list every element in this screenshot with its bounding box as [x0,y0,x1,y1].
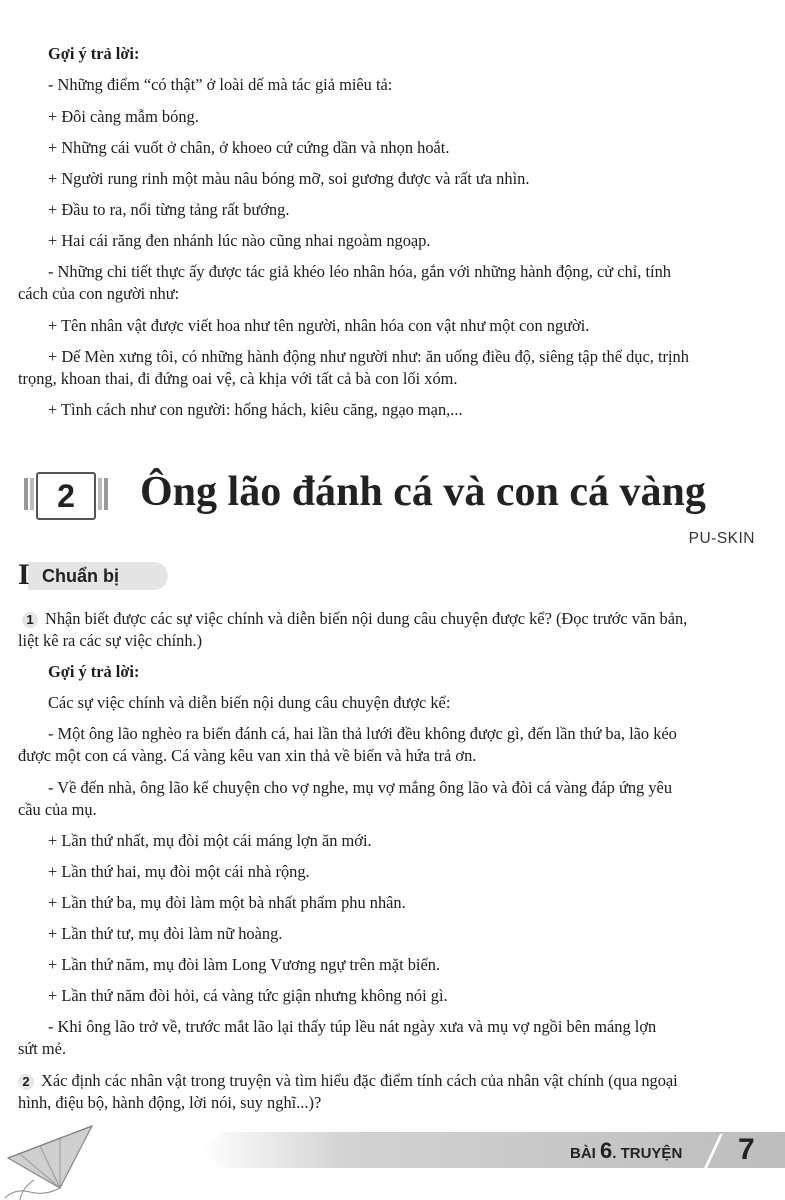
question-text: Nhận biết được các sự việc chính và diễn biến nội dung câu chuyện được kể? (Đọc trước văn bản, [45,609,688,628]
answer-hint-heading: Gợi ý trả lời: [48,44,140,63]
paragraph-line: + Tên nhân vật được viết hoa như tên người, nhân hóa con vật như một con người. [48,316,590,335]
prep-label-text: Chuẩn bị [42,566,119,586]
paragraph-line: + Đầu to ra, nổi từng tảng rất bướng. [48,200,290,219]
lesson-title: Ông lão đánh cá và con cá vàng [140,469,706,515]
book-page-right-icon [104,478,108,510]
paragraph-line: + Hai cái răng đen nhánh lúc nào cũng nhai ngoàm ngoạp. [48,231,431,250]
paragraph-line: + Lần thứ năm đòi hỏi, cá vàng tức giận nhưng không nói gì. [48,986,448,1005]
paragraph-line: được một con cá vàng. Cá vàng kêu van xin thả về biển và hứa trả ơn. [18,746,477,765]
footer-suffix: . TRUYỆN [612,1145,683,1162]
paragraph-line: hình, điệu bộ, hành động, lời nói, suy nghĩ...)? [18,1093,322,1112]
paragraph-line: - Những chi tiết thực ấy được tác giả khéo léo nhân hóa, gắn với những hành động, cử chỉ, tính [48,262,671,281]
paragraph-line: - Những điểm “có thật” ở loài dế mà tác giả miêu tả: [48,75,393,94]
footer-band [200,1132,785,1168]
paragraph-line: - Khi ông lão trở về, trước mắt lão lại thấy túp lều nát ngày xưa và mụ vợ ngồi bên máng lợn [48,1017,657,1036]
prep-section-label [18,558,168,590]
footer-lesson-label [570,1138,682,1167]
kite-icon [0,1118,100,1200]
roman-numeral: I [18,558,30,591]
paragraph-line: + Dế Mèn xưng tôi, có những hành động như người như: ăn uống điều độ, siêng tập thể dục, trịnh [48,347,689,366]
paragraph-line: trọng, khoan thai, đi đứng oai vệ, cà khịa với tất cả bà con lối xóm. [18,369,458,388]
book-page-right-icon [98,478,102,510]
paragraph-line: + Lần thứ ba, mụ đòi làm một bà nhất phẩm phu nhân. [48,893,406,912]
footer-prefix: BÀI [570,1145,596,1162]
book-page-left-icon [30,478,34,510]
section-number-book-icon [20,468,112,520]
paragraph-line: + Lần thứ tư, mụ đòi làm nữ hoàng. [48,924,283,943]
book-page-left-icon [24,478,28,510]
paragraph-line: cầu của mụ. [18,800,97,819]
answer-hint-heading: Gợi ý trả lời: [48,662,140,681]
paragraph-line: + Lần thứ năm, mụ đòi làm Long Vương ngự trên mặt biển. [48,955,441,974]
paragraph-line: cách của con người như: [18,284,180,303]
paragraph-line: sứt mẻ. [18,1039,67,1058]
paragraph-line: - Về đến nhà, ông lão kể chuyện cho vợ nghe, mụ vợ mắng ông lão và đòi cá vàng đáp ứng yêu [48,778,673,797]
paragraph-line: + Những cái vuốt ở chân, ở khoeo cứ cứng dần và nhọn hoắt. [48,138,450,157]
question-1 [22,607,772,631]
page-number: 7 [738,1133,755,1166]
question-number: 1 [22,612,38,628]
question-text: Xác định các nhân vật trong truyện và tìm hiểu đặc điểm tính cách của nhân vật chính (qua ngoại [41,1071,678,1090]
author-name: PU-SKIN [688,530,755,547]
section-number: 2 [36,472,96,520]
paragraph-line: + Đôi càng mẫm bóng. [48,107,199,126]
paragraph-line: Các sự việc chính và diễn biến nội dung câu chuyện được kể: [48,693,451,712]
paragraph-line: + Lần thứ hai, mụ đòi một cái nhà rộng. [48,862,310,881]
paragraph-line: liệt kê ra các sự việc chính.) [18,631,203,650]
paragraph-line: + Tình cách như con người: hống hách, kiêu căng, ngạo mạn,... [48,400,463,419]
question-2 [18,1069,768,1093]
paragraph-line: + Lần thứ nhất, mụ đòi một cái máng lợn ăn mới. [48,831,372,850]
question-number: 2 [18,1074,34,1090]
footer-lesson-number: 6 [600,1138,613,1163]
paragraph-line: + Người rung rinh một màu nâu bóng mỡ, soi gương được và rất ưa nhìn. [48,169,530,188]
paragraph-line: - Một ông lão nghèo ra biển đánh cá, hai lần thả lưới đều không được gì, đến lần thứ ba, lão kéo [48,724,677,743]
